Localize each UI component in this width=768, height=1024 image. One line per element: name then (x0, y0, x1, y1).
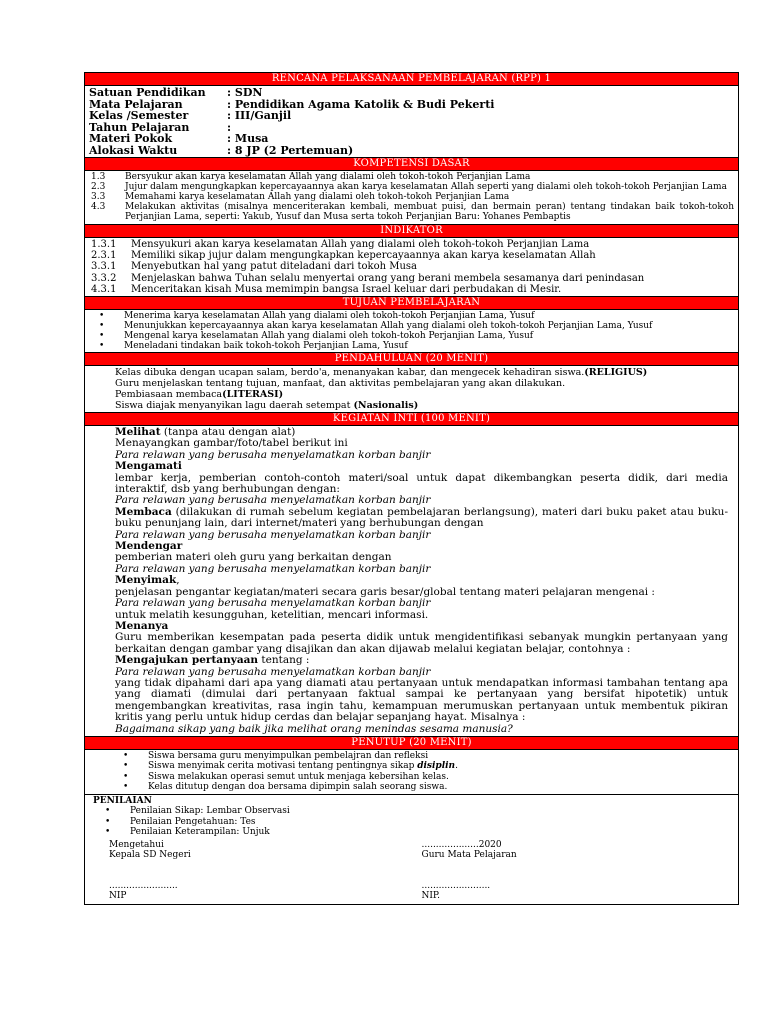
tujuan-text: Menunjukkan kepercayaannya akan karya keselamatan Allah yang dialami oleh tokoh-tokoh Perjanjian Lama, Yusuf (124, 321, 653, 332)
identity-key: Kelas /Semester (89, 109, 189, 122)
tujuan-item (99, 321, 734, 331)
indikator-number: 1.3.1 (91, 239, 117, 250)
nip-label: NIP. (421, 891, 441, 902)
penutup-text-b: . (455, 761, 458, 772)
indikator-item (91, 284, 734, 295)
penutup-text: Siswa melakukan operasi semut untuk menjaga kebersihan kelas. (148, 771, 449, 782)
tujuan-section (85, 310, 738, 352)
identity-key: Tahun Pelajaran (89, 120, 190, 134)
signature-dots: ........................ (109, 880, 178, 891)
kepala-label: Kepala SD Negeri (109, 850, 191, 861)
indikator-number: 2.3.1 (91, 250, 117, 262)
identity-section (85, 86, 738, 157)
indikator-number: 3.3.1 (91, 261, 117, 273)
kompetensi-dasar-section (85, 171, 738, 224)
penutup-text: Siswa bersama guru menyimpulkan pembelajran dan refleksi (148, 750, 429, 761)
penilaian-item (105, 806, 734, 817)
identity-key: Materi Pokok (89, 132, 173, 145)
inti-text: (tanpa atau dengan alat) (160, 426, 296, 439)
section-header-kd: KOMPETENSI DASAR (85, 157, 738, 171)
kd-item (91, 172, 734, 182)
identity-value: : SDN (227, 86, 263, 99)
indikator-number: 4.3.1 (91, 283, 117, 295)
tujuan-item (99, 341, 734, 351)
pendahuluan-line (115, 389, 734, 400)
indikator-item (91, 250, 734, 261)
penilaian-item (105, 817, 734, 828)
pend-text: Siswa diajak menyanyikan lagu daerah setempat (115, 400, 354, 412)
kd-item (91, 202, 734, 222)
kd-text: Melakukan aktivitas (misalnya menceriterakan kembali, membuat puisi, dan bermain peran) tentang tindakan baik tokoh-tokoh Perjanjian Lama, seperti: Yakub, Yusuf dan Musa serta tokoh Perjanjian Baru: Yohanes Pembaptis (125, 202, 734, 222)
inti-heading: Menyimak (115, 574, 177, 587)
identity-value: : III/Ganjil (227, 109, 292, 122)
identity-row (89, 122, 734, 134)
inti-line: yang tidak dipahami dari apa yang diamati atau pertanyaan untuk mendapatkan informasi tambahan tentang apa yang diamati (dimulai dari pertanyaan faktual sampai ke pertanyaan yang bersifat hipotetik) untuk mengembangkan kreativitas, rasa ingin tahu, kemampuan merumuskan pertanyaan untuk membentuk pikiran kritis yang perlu untuk hidup cerdas dan belajar sepanjang hayat. Misalnya : (115, 676, 728, 724)
inti-heading: Mendengar (115, 540, 183, 553)
kd-number: 1.3 (91, 172, 106, 182)
inti-italic: Para relawan yang berusaha menyelamatkan korban banjir (115, 528, 431, 541)
inti-heading: Mengajukan pertanyaan (115, 654, 259, 667)
inti-italic: Para relawan yang berusaha menyelamatkan korban banjir (115, 562, 431, 575)
inti-line (115, 655, 728, 666)
penilaian-item (105, 827, 734, 838)
bullet-icon: • (123, 750, 129, 761)
tujuan-text: Mengenal karya keselamatan Allah yang dialami oleh tokoh-tokoh Perjanjian Lama, Yusuf (124, 331, 534, 342)
identity-row (89, 145, 734, 157)
mengetahui-label: Mengetahui (109, 839, 164, 850)
section-header-penutup: PENUTUP (20 MENIT) (85, 736, 738, 750)
kd-item (91, 182, 734, 192)
pendahuluan-section (85, 366, 738, 412)
section-header-inti: KEGIATAN INTI (100 MENIT) (85, 412, 738, 426)
inti-heading: Mengamati (115, 460, 182, 473)
kd-number: 2.3 (91, 182, 106, 192)
penutup-text (148, 761, 458, 772)
penilaian-text: Penilaian Pengetahuan: Tes (130, 816, 256, 827)
identity-row (89, 110, 734, 122)
pend-text: Kelas dibuka dengan ucapan salam, berdo'a, menanyakan kabar, dan mengecek kehadiran siswa. (115, 367, 585, 379)
tujuan-text: Meneladani tindakan baik tokoh-tokoh Perjanjian Lama, Yusuf (124, 341, 408, 352)
inti-line: penjelasan pengantar kegiatan/materi secara garis besar/global tentang materi pelajaran mengenai : (115, 585, 655, 598)
section-header-pendahuluan: PENDAHULUAN (20 MENIT) (85, 352, 738, 366)
indikator-text: Memiliki sikap jujur dalam mengungkapkan kepercayaannya akan karya keselamatan Allah (131, 250, 596, 262)
inti-line: Menyimak, (115, 574, 180, 587)
date-label: ....................2020 (421, 839, 502, 850)
inti-text: tentang : (258, 654, 310, 667)
bullet-icon: • (105, 806, 111, 817)
indikator-text: Menyebutkan hal yang patut diteladani dari tokoh Musa (131, 261, 418, 273)
identity-key: Satuan Pendidikan (89, 86, 206, 99)
indikator-text: Menceritakan kisah Musa memimpin bangsa Israel keluar dari perbudakan di Mesir. (131, 283, 562, 295)
kd-number: 4.3 (91, 202, 106, 212)
indikator-item (91, 273, 734, 284)
inti-heading: Membaca (115, 505, 172, 518)
identity-row (89, 133, 734, 145)
inti-line: Menayangkan gambar/foto/tabel berikut ini (115, 437, 348, 450)
identity-value: : Pendidikan Agama Katolik & Budi Pekerti (227, 97, 495, 111)
signature-left (109, 840, 422, 902)
indikator-text: Menjelaskan bahwa Tuhan selalu menyertai orang yang berani membela sesamanya dari penindasan (131, 272, 645, 284)
inti-heading: Melihat (115, 426, 161, 439)
nip-label: NIP (109, 891, 127, 902)
section-header-indikator: INDIKATOR (85, 224, 738, 238)
penutup-emphasis: disiplin (417, 761, 456, 772)
inti-line: untuk melatih kesungguhan, ketelitian, mencari informasi. (115, 608, 429, 621)
penutup-text-a: Siswa menyimak cerita motivasi tentang pentingnya sikap (148, 761, 418, 772)
penutup-section (85, 750, 738, 794)
inti-line (115, 507, 728, 530)
bullet-icon: • (123, 771, 129, 782)
inti-line: lembar kerja, pemberian contoh-contoh materi/soal untuk dapat dikembangkan peserta didik, dari media interaktif, dsb yang berhubungan dengan: (115, 471, 728, 496)
inti-heading: Menanya (115, 619, 169, 632)
kd-text: Bersyukur akan karya keselamatan Allah yang dialami oleh tokoh-tokoh Perjanjian Lama (125, 172, 531, 182)
signature-block (93, 840, 734, 902)
penilaian-text: Penilaian Keterampilan: Unjuk (130, 827, 270, 838)
penutup-item (123, 772, 734, 783)
signature-dots: ........................ (421, 880, 491, 891)
identity-value: : (227, 120, 232, 134)
guru-label: Guru Mata Pelajaran (421, 850, 517, 861)
identity-key: Alokasi Waktu (89, 143, 178, 157)
kd-text: Memahami karya keselamatan Allah yang dialami oleh tokoh-tokoh Perjanjian Lama (125, 192, 510, 202)
inti-line: pemberian materi oleh guru yang berkaitan dengan (115, 551, 392, 564)
identity-value: : Musa (227, 132, 269, 145)
indikator-section (85, 238, 738, 296)
bullet-icon: • (99, 331, 105, 342)
pend-tag: (Nasionalis) (353, 400, 419, 412)
tujuan-item (99, 331, 734, 341)
pendahuluan-line (115, 400, 734, 411)
penutup-item (123, 782, 734, 793)
bullet-icon: • (123, 782, 129, 793)
pend-tag: (LITERASI) (222, 389, 284, 401)
identity-value: : 8 JP (2 Pertemuan) (227, 143, 354, 157)
pend-tag: (RELIGIUS) (584, 367, 648, 379)
pendahuluan-line: Guru menjelaskan tentang tujuan, manfaat, dan aktivitas pembelajaran yang akan dilakukan. (115, 378, 566, 390)
bullet-icon: • (99, 311, 105, 322)
identity-key: Mata Pelajaran (89, 97, 183, 111)
penilaian-title: PENILAIAN (93, 795, 152, 806)
indikator-number: 3.3.2 (91, 272, 117, 284)
inti-italic: Para relawan yang berusaha menyelamatkan korban banjir (115, 448, 431, 461)
penilaian-text: Penilaian Sikap: Lembar Observasi (130, 806, 290, 817)
bullet-icon: • (105, 827, 111, 838)
signature-right (422, 840, 735, 902)
document-title: RENCANA PELAKSANAAN PEMBELAJARAN (RPP) 1 (85, 73, 738, 86)
bullet-icon: • (123, 761, 129, 772)
bullet-icon: • (105, 816, 111, 827)
penilaian-list (93, 806, 734, 838)
inti-question: Bagaimana sikap yang baik jika melihat orang menindas sesama manusia? (115, 722, 513, 735)
inti-text: (dilakukan di rumah sebelum kegiatan pembelajaran berlangsung), materi dari buku paket atau buku-buku penunjang lain, dari internet/materi yang berhubungan dengan (115, 505, 728, 530)
kd-item (91, 192, 734, 202)
penutup-item (123, 761, 734, 772)
penilaian-section (85, 794, 738, 904)
tujuan-text: Menerima karya keselamatan Allah yang dialami oleh tokoh-tokoh Perjanjian Lama, Yusuf (124, 311, 535, 322)
inti-italic: Para relawan yang berusaha menyelamatkan korban banjir (115, 494, 431, 507)
kd-text: Jujur dalam mengungkapkan kepercayaannya akan karya keselamatan Allah seperti yang dialami oleh tokoh-tokoh Perjanjian Lama (125, 182, 727, 192)
tujuan-item (99, 311, 734, 321)
pend-text: Pembiasaan membaca (115, 389, 223, 401)
penutup-item (123, 751, 734, 762)
inti-line: Guru memberikan kesempatan pada peserta didik untuk mengidentifikasi sebanyak mungkin pertanyaan yang berkaitan dengan gambar yang disajikan dan akan dijawab melalui kegiatan belajar, contohnya : (115, 631, 728, 655)
pendahuluan-line (115, 367, 734, 378)
rpp-document (84, 72, 739, 905)
kegiatan-inti-section (85, 426, 738, 736)
indikator-text: Mensyukuri akan karya keselamatan Allah yang dialami oleh tokoh-tokoh Perjanjian Lama (131, 239, 590, 250)
bullet-icon: • (99, 341, 105, 352)
kd-number: 3.3 (91, 192, 106, 202)
indikator-item (91, 239, 734, 250)
identity-row (89, 87, 734, 99)
indikator-item (91, 261, 734, 272)
inti-italic: Para relawan yang berusaha menyelamatkan korban banjir (115, 665, 431, 678)
penutup-text: Kelas ditutup dengan doa bersama dipimpin salah seorang siswa. (148, 782, 448, 793)
bullet-icon: • (99, 321, 105, 332)
inti-italic: Para relawan yang berusaha menyelamatkan korban banjir (115, 597, 431, 610)
section-header-tujuan: TUJUAN PEMBELAJARAN (85, 296, 738, 310)
